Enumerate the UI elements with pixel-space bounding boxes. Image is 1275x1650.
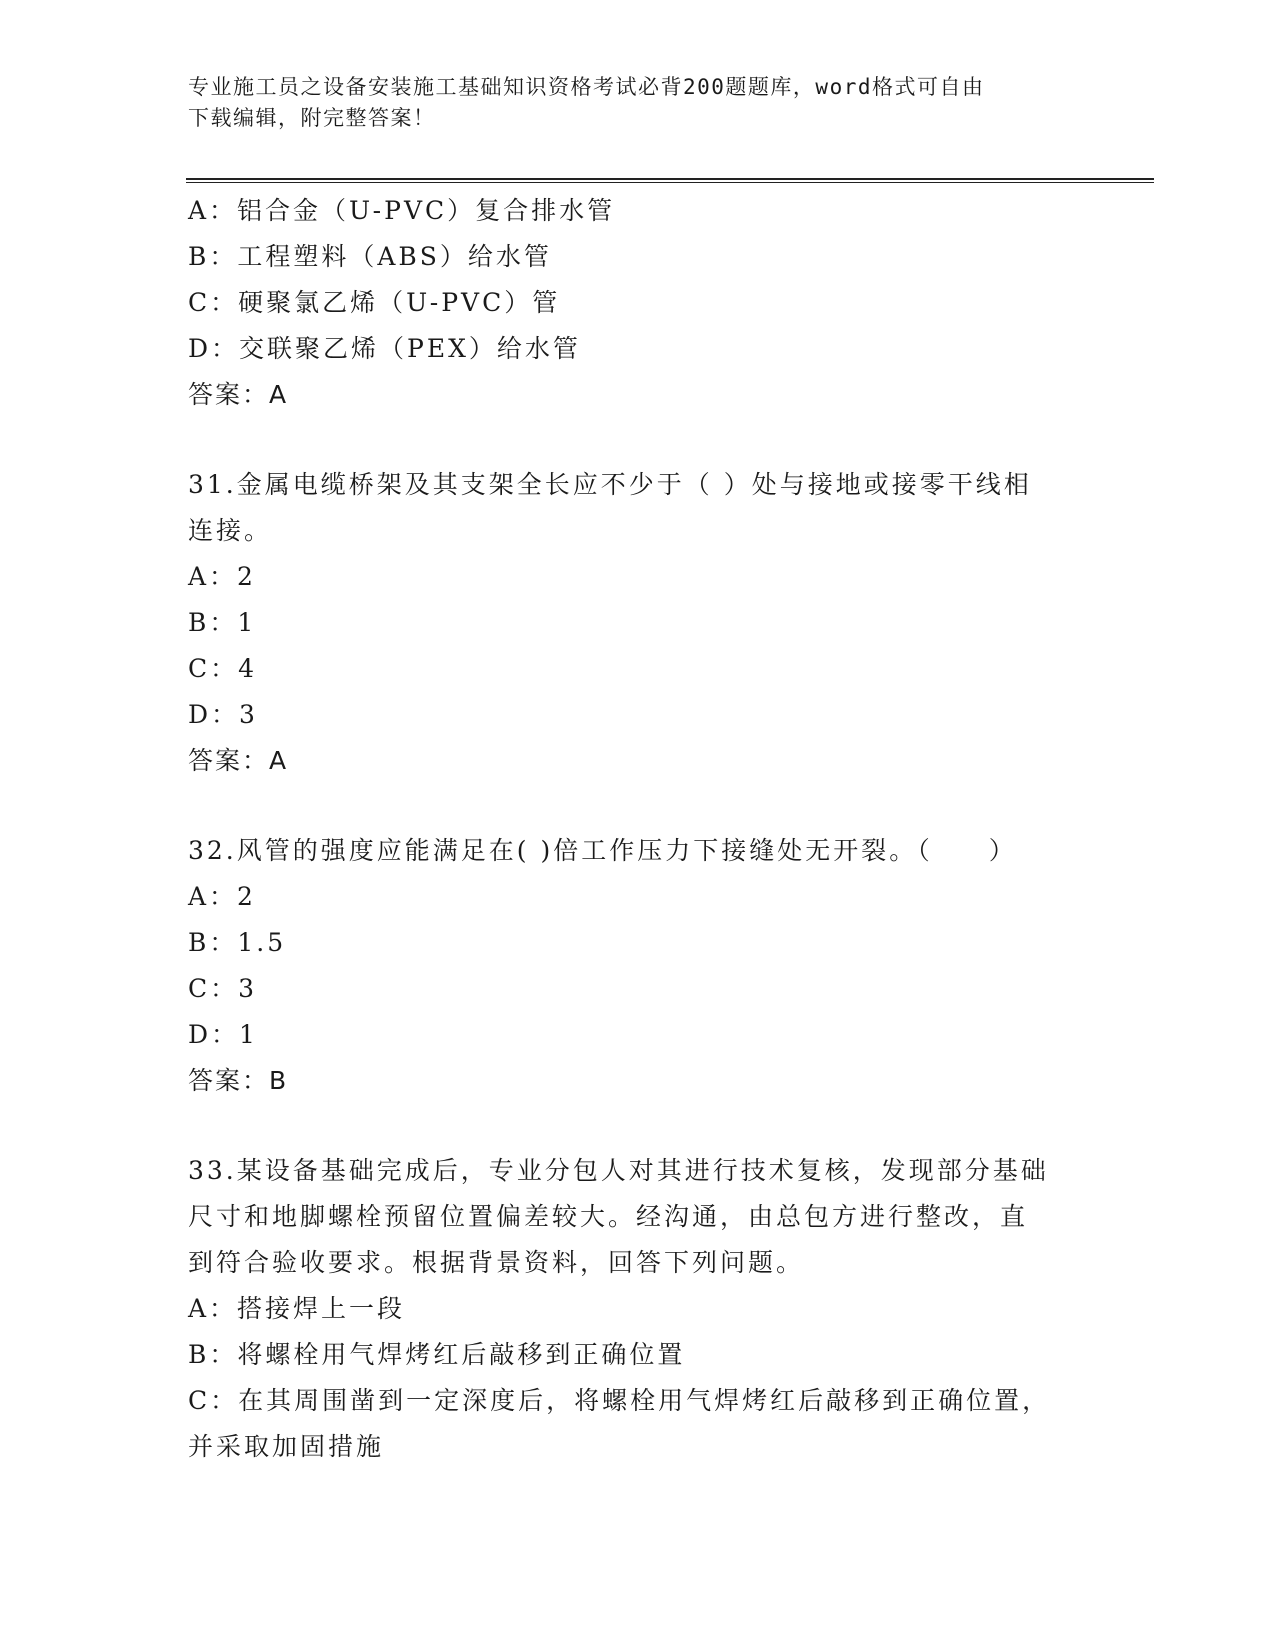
option-d: D：1: [188, 1020, 258, 1049]
header-line-2: 下载编辑，附完整答案！: [188, 106, 436, 130]
question-text: 32.风管的强度应能满足在( )倍工作压力下接缝处无开裂。（ ）: [188, 836, 1017, 865]
option-d: D：3: [188, 700, 258, 729]
question-block-33: [188, 1148, 1088, 1470]
header-line-1: 专业施工员之设备安装施工基础知识资格考试必背200题题库，word格式可自由: [188, 75, 985, 99]
option-a: A：2: [188, 562, 256, 591]
question-text-continued: 到符合验收要求。根据背景资料，回答下列问题。: [188, 1248, 805, 1277]
option-d: D：交联聚乙烯（PEX）给水管: [188, 334, 581, 363]
option-c: C：3: [188, 974, 258, 1003]
question-block-31: [188, 462, 1088, 784]
option-a: A：铝合金（U-PVC）复合排水管: [188, 196, 616, 225]
question-text: 33.某设备基础完成后，专业分包人对其进行技术复核，发现部分基础: [188, 1156, 1049, 1185]
option-b: B：1: [188, 608, 257, 637]
question-text-continued: 尺寸和地脚螺栓预留位置偏差较大。经沟通，由总包方进行整改，直: [188, 1202, 1029, 1231]
answer-line: 答案：B: [188, 1066, 289, 1095]
option-a: A：搭接焊上一段: [188, 1294, 406, 1323]
header-divider: [186, 178, 1154, 183]
answer-line: 答案：A: [188, 746, 289, 775]
answer-line: 答案：A: [188, 380, 289, 409]
option-a: A：2: [188, 882, 256, 911]
option-c: C：在其周围凿到一定深度后，将螺栓用气焊烤红后敲移到正确位置，: [188, 1386, 1051, 1415]
question-text: 31.金属电缆桥架及其支架全长应不少于（ ）处与接地或接零干线相: [188, 470, 1032, 499]
option-b: B：工程塑料（ABS）给水管: [188, 242, 552, 271]
option-c-continued: 并采取加固措施: [188, 1432, 385, 1461]
option-c: C：硬聚氯乙烯（U-PVC）管: [188, 288, 561, 317]
option-b: B：将螺栓用气焊烤红后敲移到正确位置: [188, 1340, 686, 1369]
question-block-32: [188, 828, 1088, 1104]
option-b: B：1.5: [188, 928, 287, 957]
question-text-continued: 连接。: [188, 516, 273, 545]
option-c: C：4: [188, 654, 258, 683]
question-block-prev: [188, 188, 1088, 418]
question-list: [188, 188, 1088, 1470]
document-header: [188, 72, 1088, 134]
